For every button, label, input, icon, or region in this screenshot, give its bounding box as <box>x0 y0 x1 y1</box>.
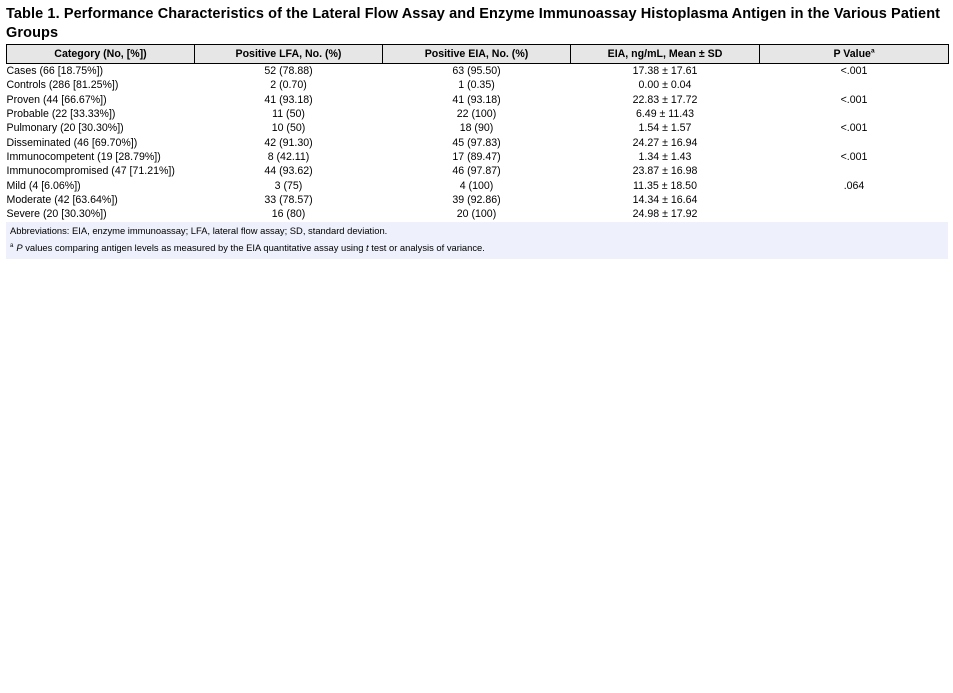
cell-positive-eia: 45 (97.83) <box>452 136 501 149</box>
header-positive-eia: Positive EIA, No. (%) <box>383 45 571 64</box>
header-positive-lfa: Positive LFA, No. (%) <box>195 45 383 64</box>
cell-positive-lfa: 11 (50) <box>272 108 305 121</box>
cell-positive-eia: 39 (92.86) <box>452 193 501 206</box>
table-document <box>6 5 948 259</box>
table-row <box>7 135 949 149</box>
table-row <box>7 178 949 192</box>
cell-category: Controls (286 [81.25%]) <box>6 79 119 92</box>
footnote-a-marker: a <box>10 243 14 250</box>
table-row <box>7 193 949 207</box>
table-row <box>7 150 949 164</box>
cell-category: Disseminated (46 [69.70%]) <box>6 136 138 149</box>
cell-positive-lfa: 52 (78.88) <box>264 65 313 78</box>
cell-p-value <box>760 193 949 207</box>
cell-eia-mean: 1.34 ± 1.43 <box>638 150 692 163</box>
cell-positive-eia: 41 (93.18) <box>452 93 501 106</box>
cell-positive-eia: 63 (95.50) <box>452 65 501 78</box>
cell-eia-mean: 0.00 ± 0.04 <box>638 79 692 92</box>
cell-category: Immunocompromised (47 [71.21%]) <box>6 165 175 178</box>
cell-positive-eia: 22 (100) <box>456 108 497 121</box>
cell-p-value <box>760 164 949 178</box>
cell-eia-mean: 22.83 ± 17.72 <box>632 93 698 106</box>
cell-category: Severe (20 [30.30%]) <box>6 208 107 221</box>
table-row <box>7 207 949 222</box>
cell-p-value <box>760 207 949 222</box>
cell-p-value: <.001 <box>840 93 868 106</box>
cell-p-value: <.001 <box>840 65 868 78</box>
cell-eia-mean: 14.34 ± 16.64 <box>632 193 698 206</box>
cell-category: Proven (44 [66.67%]) <box>6 93 107 106</box>
table-row <box>7 93 949 107</box>
cell-positive-lfa: 8 (42.11) <box>267 150 310 163</box>
header-row <box>7 45 949 64</box>
cell-positive-lfa: 3 (75) <box>274 179 303 192</box>
cell-p-value <box>760 107 949 121</box>
table-row <box>7 164 949 178</box>
cell-positive-lfa: 10 (50) <box>271 122 306 135</box>
cell-p-value <box>760 135 949 149</box>
footnote-a-text1: values comparing antigen levels as measured by the EIA quantitative assay using <box>22 242 367 254</box>
footnotes <box>6 222 948 259</box>
table-row <box>7 121 949 135</box>
cell-positive-eia: 17 (89.47) <box>452 150 501 163</box>
footnote-a-t: t <box>366 242 369 254</box>
cell-category: Mild (4 [6.06%]) <box>6 179 81 192</box>
cell-category: Cases (66 [18.75%]) <box>6 65 104 78</box>
cell-p-value: .064 <box>843 179 865 192</box>
header-p-value-superscript: a <box>870 47 875 55</box>
cell-positive-lfa: 42 (91.30) <box>264 136 313 149</box>
header-eia-mean: EIA, ng/mL, Mean ± SD <box>571 45 760 64</box>
cell-eia-mean: 1.54 ± 1.57 <box>638 122 692 135</box>
cell-eia-mean: 6.49 ± 11.43 <box>635 108 695 121</box>
cell-p-value: <.001 <box>840 150 868 163</box>
cell-category: Pulmonary (20 [30.30%]) <box>6 122 124 135</box>
footnote-a <box>10 241 948 255</box>
cell-eia-mean: 17.38 ± 17.61 <box>632 65 698 78</box>
data-table <box>6 44 949 222</box>
header-p-value-label: P Value <box>833 48 871 60</box>
cell-positive-lfa: 33 (78.57) <box>264 193 313 206</box>
cell-positive-eia: 46 (97.87) <box>452 165 501 178</box>
table-row <box>7 78 949 92</box>
header-p-value <box>760 45 949 64</box>
footnote-a-text2: test or analysis of variance. <box>368 242 485 254</box>
cell-positive-eia: 20 (100) <box>456 208 497 221</box>
cell-eia-mean: 24.27 ± 16.94 <box>632 136 698 149</box>
cell-positive-eia: 4 (100) <box>459 179 494 192</box>
cell-category: Probable (22 [33.33%]) <box>6 108 116 121</box>
table-row <box>7 107 949 121</box>
cell-positive-eia: 1 (0.35) <box>458 79 495 92</box>
table-body <box>7 64 949 223</box>
cell-positive-eia: 18 (90) <box>459 122 494 135</box>
cell-eia-mean: 24.98 ± 17.92 <box>632 208 698 221</box>
abbreviations-note: Abbreviations: EIA, enzyme immunoassay; LFA, lateral flow assay; SD, standard deviation. <box>10 225 388 237</box>
cell-positive-lfa: 16 (80) <box>271 208 306 221</box>
cell-p-value <box>760 78 949 92</box>
cell-eia-mean: 11.35 ± 18.50 <box>633 179 697 192</box>
cell-category: Immunocompetent (19 [28.79%]) <box>6 150 161 163</box>
header-category: Category (No, [%]) <box>7 45 195 64</box>
footnote-a-p: P <box>16 242 23 254</box>
cell-positive-lfa: 2 (0.70) <box>270 79 307 92</box>
cell-positive-lfa: 44 (93.62) <box>264 165 313 178</box>
cell-p-value: <.001 <box>840 122 868 135</box>
cell-eia-mean: 23.87 ± 16.98 <box>632 165 698 178</box>
cell-category: Moderate (42 [63.64%]) <box>6 193 118 206</box>
table-title: Table 1. Performance Characteristics of the Lateral Flow Assay and Enzyme Immunoassay Histoplasma Antigen in the Various Patient Groups <box>6 6 945 41</box>
cell-positive-lfa: 41 (93.18) <box>264 93 313 106</box>
table-row <box>7 64 949 79</box>
